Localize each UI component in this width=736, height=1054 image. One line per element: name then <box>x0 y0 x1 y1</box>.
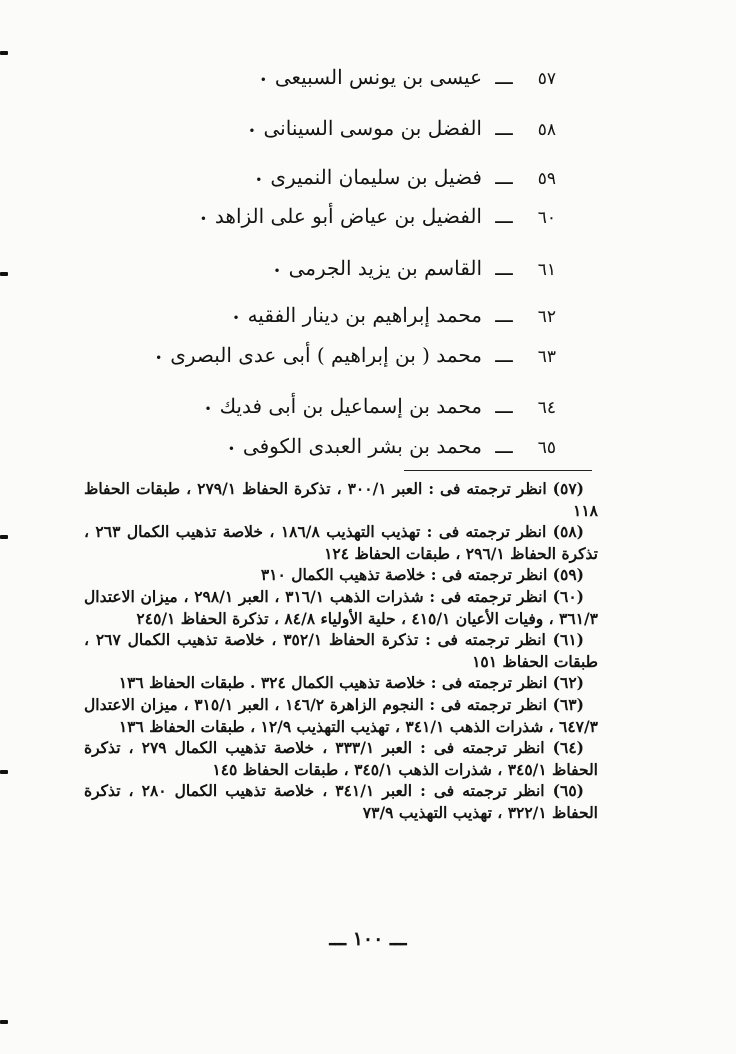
entry-number: ٦٤ <box>537 398 556 418</box>
entry-number: ٦٢ <box>537 307 556 327</box>
index-entry <box>228 432 556 463</box>
entry-name: الفضل بن موسى السينانى <box>263 116 482 140</box>
entry-name: محمد إبراهيم بن دينار الفقيه <box>247 303 482 327</box>
entry-number: ٦٥ <box>537 438 556 458</box>
entry-dash: ـــ <box>495 165 513 189</box>
footnote: (٦١) انظر ترجمته فى : تذكرة الحفاظ ٣٥٢/١ ، خلاصة تذهيب الكمال ٢٦٧ ، طبقات الحفاظ ١٥١ <box>84 630 598 671</box>
page-edge-mark <box>0 535 8 539</box>
entry-mark: • <box>255 173 263 187</box>
index-entry <box>273 254 556 285</box>
page-edge-mark <box>0 51 8 55</box>
entry-name: فضيل بن سليمان النميرى <box>270 165 482 189</box>
index-entry <box>155 341 556 372</box>
entry-number: ٦٠ <box>537 208 556 228</box>
footnotes <box>84 478 598 824</box>
entry-dash: ـــ <box>495 343 513 367</box>
index-entry <box>260 63 556 94</box>
entry-mark: • <box>232 311 240 325</box>
entry-dash: ـــ <box>495 65 513 89</box>
entry-mark: • <box>227 442 235 456</box>
entry-number: ٥٩ <box>537 169 556 189</box>
entry-mark: • <box>273 264 281 278</box>
entry-dash: ـــ <box>495 204 513 228</box>
entry-dash: ـــ <box>495 434 513 458</box>
entry-dash: ـــ <box>495 303 513 327</box>
entry-name: الفضيل بن عياض أبو على الزاهد <box>214 204 482 228</box>
entry-dash: ـــ <box>495 256 513 280</box>
entry-number: ٦١ <box>537 260 556 280</box>
entry-dash: ـــ <box>495 394 513 418</box>
entry-name: محمد بن إسماعيل بن أبى فديك <box>219 394 482 418</box>
entry-number: ٥٧ <box>537 69 556 89</box>
entry-mark: • <box>204 402 212 416</box>
index-entry <box>255 163 556 194</box>
footnote: (٥٨) انظر ترجمته فى : تهذيب التهذيب ١٨٦/٨ ، خلاصة تذهيب الكمال ٢٦٣ ، تذكرة الحفاظ ٢٩٦/١ ، طبقات الحفاظ ١٢٤ <box>84 522 598 563</box>
entry-mark: • <box>155 351 163 365</box>
page-number: ـــ ١٠٠ ـــ <box>329 928 407 950</box>
entry-mark: • <box>248 124 256 138</box>
entry-name: محمد بن بشر العبدى الكوفى <box>242 434 482 458</box>
index-entry <box>233 301 557 332</box>
footnote: (٥٧) انظر ترجمته فى : العبر ٣٠٠/١ ، تذكرة الحفاظ ٢٧٩/١ ، طبقات الحفاظ ١١٨ <box>84 479 598 520</box>
footnote: (٦٥) انظر ترجمته فى : العبر ٣٤١/١ ، خلاصة تذهيب الكمال ٢٨٠ ، تذكرة الحفاظ ٣٢٢/١ ، تهذيب التهذيب ٧٣/٩ <box>84 781 598 822</box>
entry-dash: ـــ <box>495 116 513 140</box>
entry-number: ٥٨ <box>537 120 556 140</box>
footnote: (٦٠) انظر ترجمته فى : شذرات الذهب ٣١٦/١ ، العبر ٢٩٨/١ ، ميزان الاعتدال ٣٦١/٣ ، وفيات الأعيان ٤١٥/١ ، حلية الأولياء ٨٤/٨ ، تذكرة الحفاظ ٢٤٥/١ <box>84 586 598 628</box>
entry-name: القاسم بن يزيد الجرمى <box>288 256 482 280</box>
index-entry <box>205 392 557 423</box>
footnote: (٦٢) انظر ترجمته فى : خلاصة تذهيب الكمال ٣٢٤ . طبقات الحفاظ ١٣٦ <box>118 673 584 693</box>
entry-number: ٦٣ <box>537 347 556 367</box>
index-entry <box>200 202 556 233</box>
entry-mark: • <box>199 212 207 226</box>
page-edge-mark <box>0 770 8 774</box>
footnote: (٥٩) انظر ترجمته فى : خلاصة تذهيب الكمال ٣١٠ <box>260 565 584 585</box>
entry-mark: • <box>259 73 267 87</box>
entry-name: عيسى بن يونس السبيعى <box>274 65 482 89</box>
entry-name: محمد ( بن إبراهيم ) أبى عدى البصرى <box>170 343 482 367</box>
index-entry <box>248 114 556 145</box>
footnote: (٦٣) انظر ترجمته فى : النجوم الزاهرة ١٤٦/٢ ، العبر ٣١٥/١ ، ميزان الاعتدال ٦٤٧/٣ ، شذرات الذهب ٣٤١/١ ، تهذيب التهذيب ١٢/٩ ، طبقات الحفاظ ١٣٦ <box>84 694 598 736</box>
footnote: (٦٤) انظر ترجمته فى : العبر ٣٣٣/١ ، خلاصة تذهيب الكمال ٢٧٩ ، تذكرة الحفاظ ٣٤٥/١ ، شذرات الذهب ٣٤٥/١ ، طبقات الحفاظ ١٤٥ <box>84 738 598 779</box>
page-edge-mark <box>0 272 8 276</box>
footnote-separator <box>404 470 592 471</box>
page-edge-mark <box>0 1020 8 1024</box>
